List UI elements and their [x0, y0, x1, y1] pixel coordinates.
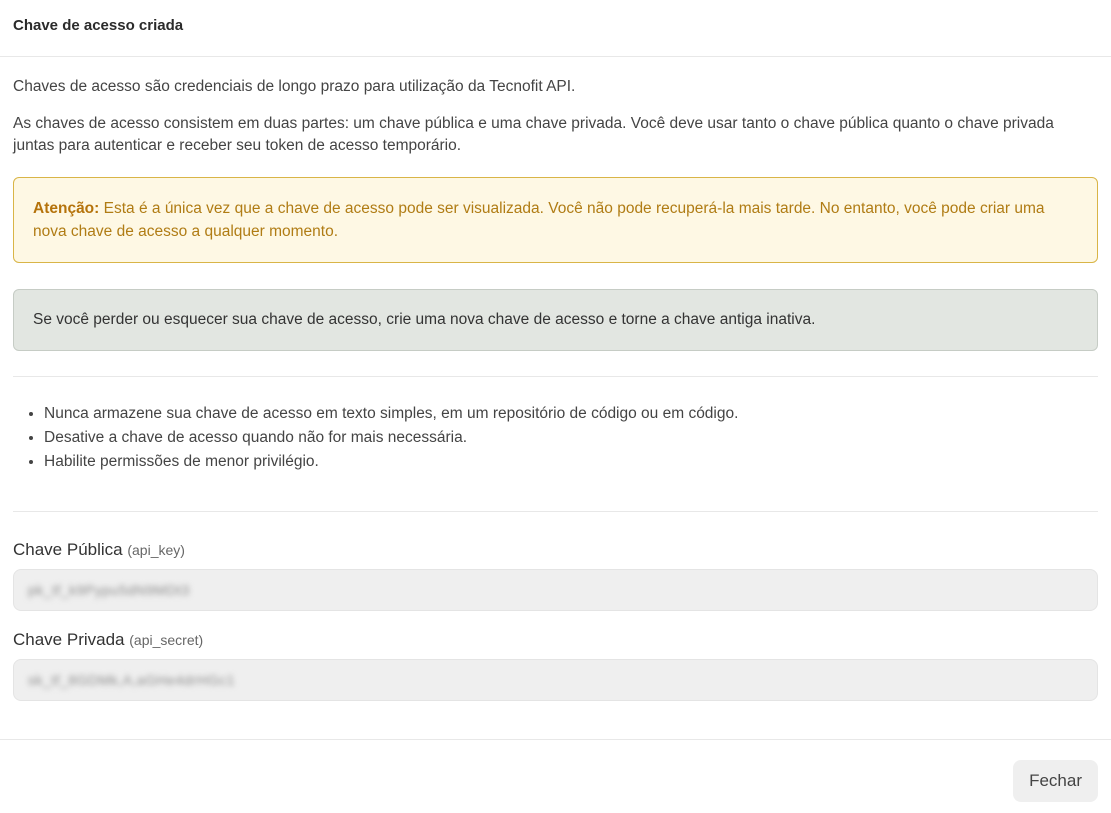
intro-text: Chaves de acesso são credenciais de longo prazo para utilização da Tecnofit API.	[13, 78, 576, 95]
divider	[13, 511, 1098, 512]
dialog-header	[0, 0, 1111, 57]
warning-text: Esta é a única vez que a chave de acesso pode ser visualizada. Você não pode recuperá-la mais tarde. No entanto, você pode criar uma nova chave de acesso a qualquer momento.	[33, 200, 1045, 240]
close-button[interactable]: Fechar	[1013, 760, 1098, 802]
public-key-hint: (api_key)	[127, 542, 185, 558]
private-key-hint: (api_secret)	[129, 632, 204, 648]
tips-list	[13, 402, 1098, 474]
private-key-label	[13, 630, 1098, 650]
warning-label: Atenção:	[33, 200, 100, 217]
description-text: As chaves de acesso consistem em duas partes: um chave pública e uma chave privada. Você deve usar tanto o chave pública quanto o chave privada juntas para autenticar e receber seu token de acesso temporário.	[13, 115, 1054, 154]
public-key-field[interactable]	[13, 569, 1098, 611]
public-key-label	[13, 540, 1098, 560]
dialog-body	[0, 57, 1111, 701]
public-key-value: pk_tf_k9Pypu5dN9MDt3	[28, 582, 190, 598]
list-item: • Habilite permissões de menor privilégio.	[44, 450, 1098, 474]
info-alert	[13, 289, 1098, 351]
private-key-label-text: Chave Privada	[13, 630, 125, 649]
warning-alert	[13, 177, 1098, 263]
list-item: • Nunca armazene sua chave de acesso em texto simples, em um repositório de código ou em código.	[44, 402, 1098, 426]
dialog-footer	[0, 739, 1111, 813]
list-item: • Desative a chave de acesso quando não for mais necessária.	[44, 426, 1098, 450]
private-key-field[interactable]	[13, 659, 1098, 701]
private-key-value: sk_tf_8GDMk,A,aGHe4drHGc1	[28, 672, 236, 688]
dialog-title: Chave de acesso criada	[13, 17, 184, 34]
divider	[13, 376, 1098, 377]
public-key-label-text: Chave Pública	[13, 540, 123, 559]
info-text: Se você perder ou esquecer sua chave de acesso, crie uma nova chave de acesso e torne a chave antiga inativa.	[33, 311, 816, 328]
